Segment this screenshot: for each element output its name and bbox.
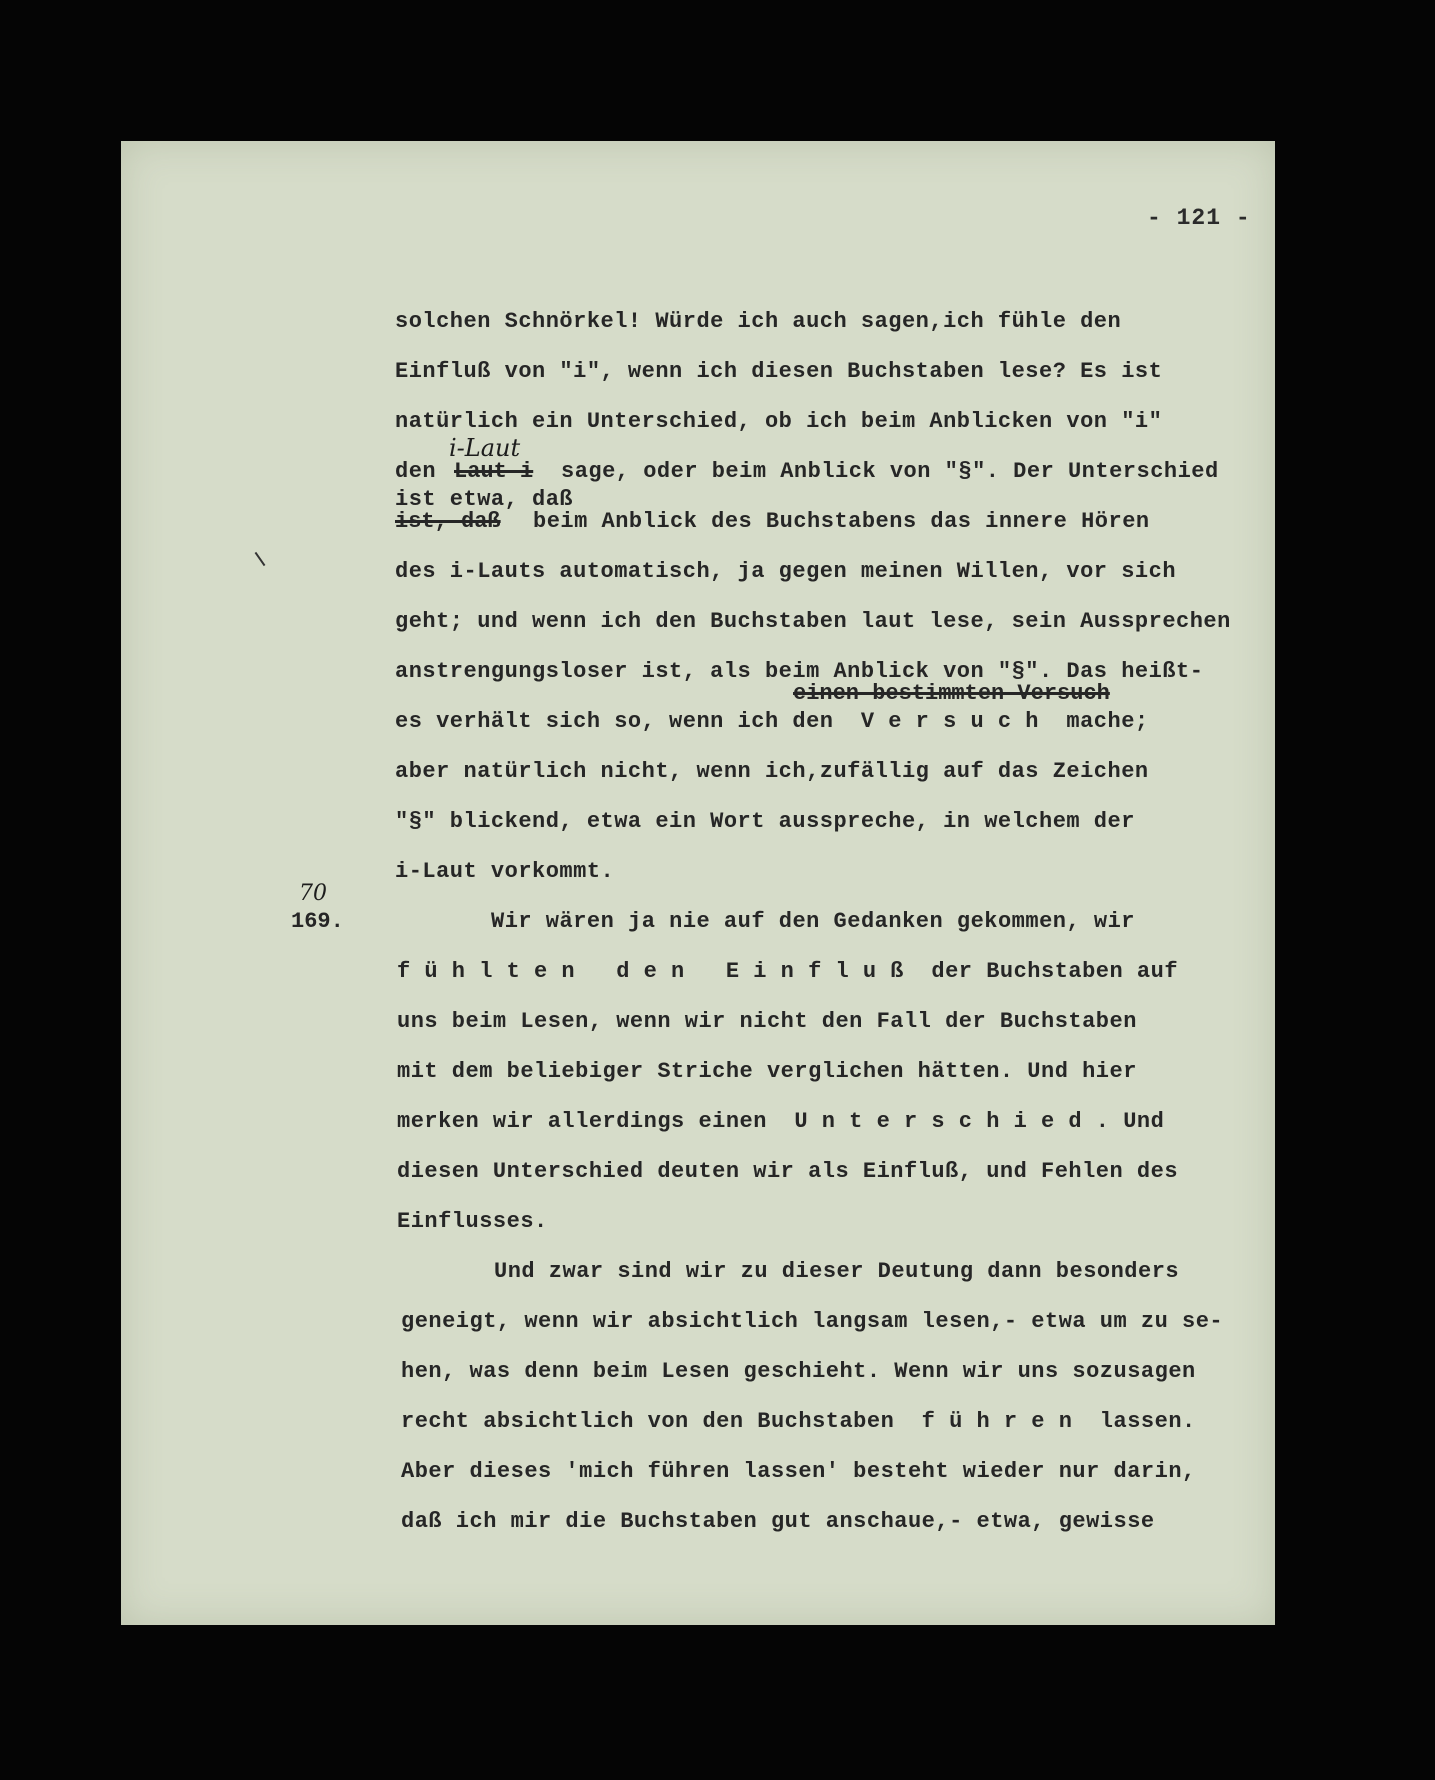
document-page bbox=[121, 141, 1275, 1625]
inserted-typed-line: ist etwa, daß bbox=[395, 487, 574, 512]
text-line: Wir wären ja nie auf den Gedanken gekommen, wir bbox=[491, 909, 1136, 934]
text-line: geneigt, wenn wir absichtlich langsam lesen,- etwa um zu se- bbox=[401, 1309, 1224, 1334]
text-line: aber natürlich nicht, wenn ich,zufällig auf das Zeichen bbox=[395, 759, 1149, 784]
struck-text: ist, daß bbox=[395, 509, 501, 534]
text-line: Und zwar sind wir zu dieser Deutung dann besonders bbox=[494, 1259, 1180, 1284]
struck-text: Laut i bbox=[454, 459, 534, 484]
text-line: geht; und wenn ich den Buchstaben laut lese, sein Aussprechen bbox=[395, 609, 1231, 634]
text-line: sage, oder beim Anblick von "§". Der Unterschied bbox=[561, 459, 1219, 484]
text-line: mit dem beliebiger Striche verglichen hätten. Und hier bbox=[397, 1059, 1137, 1084]
text-line-word: den bbox=[395, 459, 437, 484]
section-number: 169. bbox=[291, 909, 344, 934]
text-line: daß ich mir die Buchstaben gut anschaue,- etwa, gewisse bbox=[401, 1509, 1155, 1534]
margin-tick-mark bbox=[255, 552, 266, 566]
text-line: f ü h l t e n d e n E i n f l u ß der Buchstaben auf bbox=[397, 959, 1179, 984]
margin-correction: 70 bbox=[299, 881, 327, 906]
text-line: natürlich ein Unterschied, ob ich beim Anblicken von "i" bbox=[395, 409, 1163, 434]
text-line: Einflusses. bbox=[397, 1209, 548, 1234]
text-line: uns beim Lesen, wenn wir nicht den Fall der Buchstaben bbox=[397, 1009, 1137, 1034]
text-line: i-Laut vorkommt. bbox=[395, 859, 615, 884]
text-line: merken wir allerdings einen U n t e r s c h i e d . Und bbox=[397, 1109, 1165, 1134]
text-line: es verhält sich so, wenn ich den V e r s u c h mache; bbox=[395, 709, 1149, 734]
text-line: Aber dieses 'mich führen lassen' besteht wieder nur darin, bbox=[401, 1459, 1196, 1484]
text-line: beim Anblick des Buchstabens das innere Hören bbox=[533, 509, 1150, 534]
text-line: recht absichtlich von den Buchstaben f ü h r e n lassen. bbox=[401, 1409, 1196, 1434]
handwritten-insertion: i-Laut bbox=[449, 434, 521, 462]
text-line: "§" blickend, etwa ein Wort ausspreche, in welchem der bbox=[395, 809, 1135, 834]
text-line: diesen Unterschied deuten wir als Einfluß, und Fehlen des bbox=[397, 1159, 1179, 1184]
text-line: Einfluß von "i", wenn ich diesen Buchstaben lese? Es ist bbox=[395, 359, 1163, 384]
text-line: solchen Schnörkel! Würde ich auch sagen,ich fühle den bbox=[395, 309, 1122, 334]
struck-text: einen bestimmten Versuch bbox=[793, 681, 1110, 706]
text-line: des i-Lauts automatisch, ja gegen meinen Willen, vor sich bbox=[395, 559, 1177, 584]
text-line: anstrengungsloser ist, als beim Anblick von "§". Das heißt- bbox=[395, 659, 1204, 684]
page-number: - 121 - bbox=[1147, 205, 1251, 231]
text-line: hen, was denn beim Lesen geschieht. Wenn wir uns sozusagen bbox=[401, 1359, 1196, 1384]
